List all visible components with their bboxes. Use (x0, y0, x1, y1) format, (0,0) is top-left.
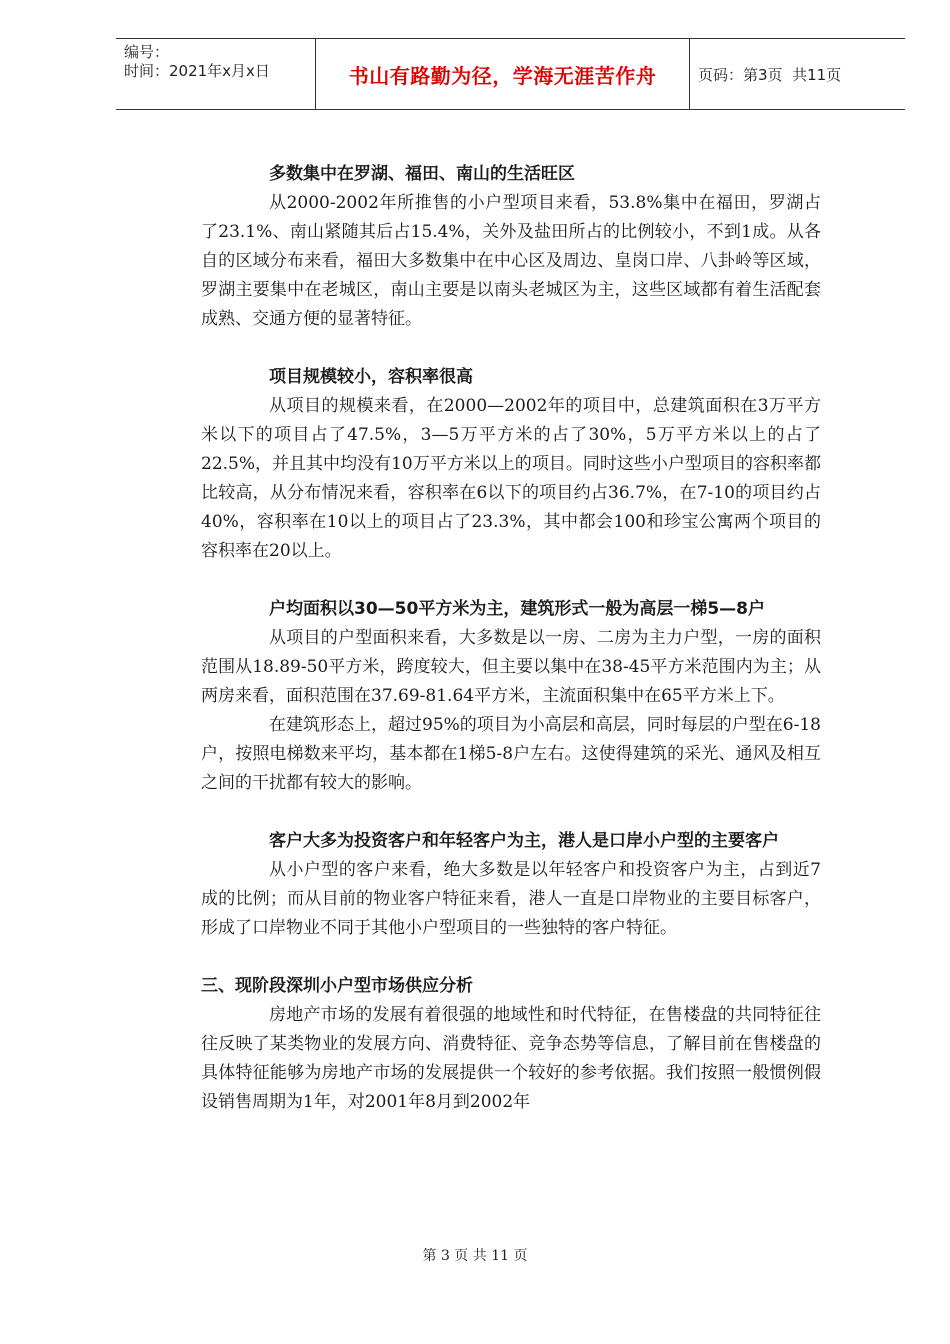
page-header (116, 38, 905, 110)
section-heading: 户均面积以30—50平方米为主，建筑形式一般为高层一梯5—8户 (269, 599, 765, 619)
chapter-paragraph: 房地产市场的发展有着很强的地域性和时代特征，在售楼盘的共同特征往往反映了某类物业的发展方向、消费特征、竞争态势等信息，了解目前在售楼盘的具体特征能够为房地产市场的发展提供一个较好的参考依据。我们按照一般惯例假设销售周期为1年，对2001年8月到2002年 (201, 1005, 821, 1112)
section-paragraph: 从项目的户型面积来看，大多数是以一房、二房为主力户型，一房的面积范围从18.89-50平方米，跨度较大，但主要以集中在38-45平方米范围内为主；从两房来看，面积范围在37.69-81.64平方米，主流面积集中在65平方米上下。 (201, 628, 821, 706)
header-page-info (690, 39, 905, 109)
chapter-heading: 三、现阶段深圳小户型市场供应分析 (201, 976, 473, 996)
page-footer (0, 1245, 950, 1265)
footer-page-number: 第 3 页 共 11 页 (422, 1248, 528, 1264)
page-info-text: 页码：第3页 共11页 (698, 65, 842, 84)
section-heading: 多数集中在罗湖、福田、南山的生活旺区 (269, 164, 575, 184)
section-paragraph: 在建筑形态上，超过95%的项目为小高层和高层，同时每层的户型在6-18户，按照电梯数来平均，基本都在1梯5-8户左右。这使得建筑的采光、通风及相互之间的干扰都有较大的影响。 (201, 715, 821, 793)
header-meta (116, 39, 315, 109)
section-paragraph: 从小户型的客户来看，绝大多数是以年轻客户和投资客户为主，占到近7成的比例；而从目前的物业客户特征来看，港人一直是口岸物业的主要目标客户，形成了口岸物业不同于其他小户型项目的一些独特的客户特征。 (201, 860, 821, 938)
section-paragraph: 从项目的规模来看，在2000—2002年的项目中，总建筑面积在3万平方米以下的项目占了47.5%，3—5万平方米的占了30%，5万平方米以上的占了22.5%，并且其中均没有10万平方米以上的项目。同时这些小户型项目的容积率都比较高，从分布情况来看，容积率在6以下的项目约占36.7%，在7-10的项目约占40%，容积率在10以上的项目占了23.3%，其中都会100和珍宝公寓两个项目的容积率在20以上。 (201, 396, 821, 561)
section-heading: 客户大多为投资客户和年轻客户为主，港人是口岸小户型的主要客户 (269, 831, 779, 851)
document-body (201, 160, 821, 1117)
header-motto: 书山有路勤为径，学海无涯苦作舟 (315, 39, 690, 109)
section-heading: 项目规模较小，容积率很高 (269, 367, 473, 387)
document-number: 编号： (124, 43, 170, 61)
section-paragraph: 从2000-2002年所推售的小户型项目来看，53.8%集中在福田，罗湖占了23.1%、南山紧随其后占15.4%，关外及盐田所占的比例较小，不到1成。从各自的区域分布来看，福田大多数集中在中心区及周边、皇岗口岸、八卦岭等区域，罗湖主要集中在老城区，南山主要是以南头老城区为主，这些区域都有着生活配套成熟、交通方便的显著特征。 (201, 193, 821, 329)
document-time: 时间：2021年x月x日 (124, 62, 270, 80)
